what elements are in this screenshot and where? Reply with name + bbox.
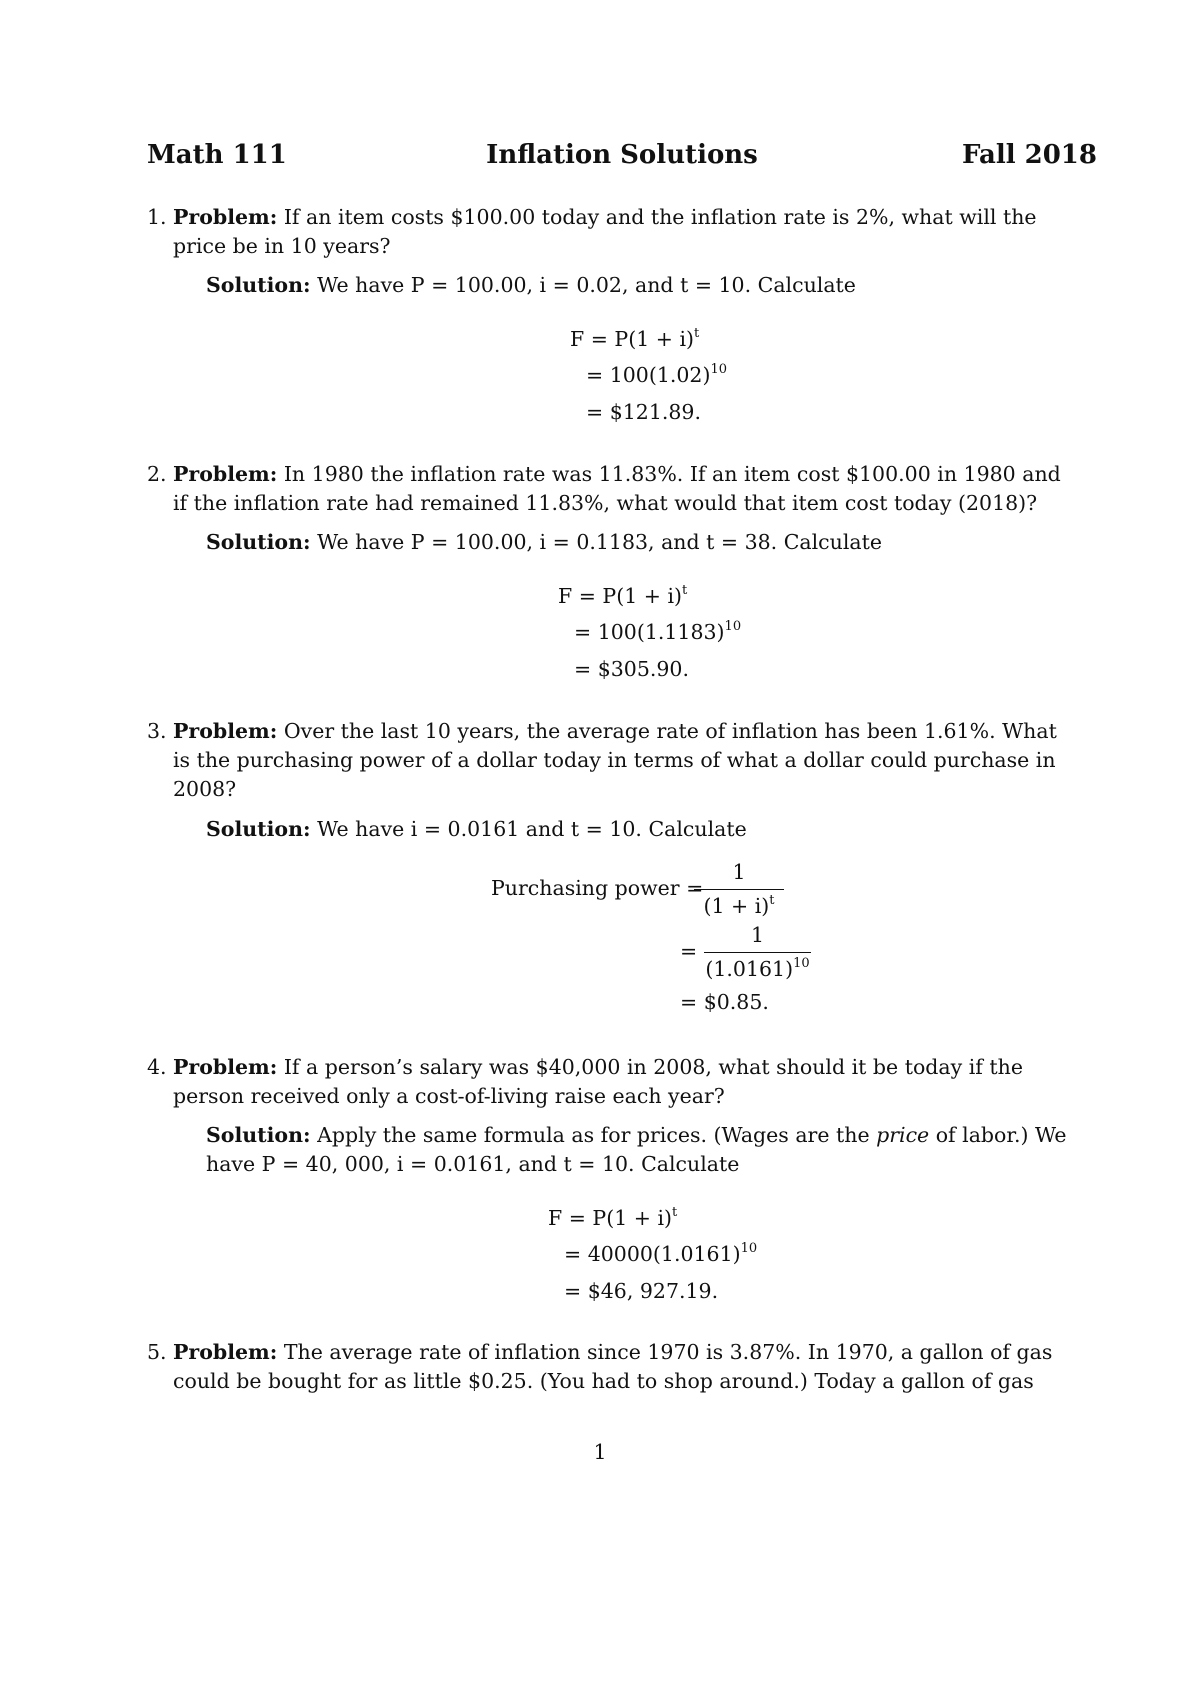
problem-number: 5. xyxy=(147,1340,167,1364)
problem-number: 3. xyxy=(147,719,167,743)
equation-line: = 40000(1.0161) xyxy=(564,1242,741,1266)
equation-result: = $0.85. xyxy=(680,990,769,1014)
fraction: 1 $(1.0161)^{10}$ xyxy=(705,923,810,981)
problem-text: if the inflation rate had remained 11.83%, what would that item cost today (2018)? xyxy=(173,491,1038,515)
equation-line: F = P(1 + i) xyxy=(570,327,695,351)
problem-1 xyxy=(147,203,1097,261)
document-title: Inflation Solutions xyxy=(486,140,758,170)
solution-text: of labor.) We xyxy=(929,1123,1067,1147)
problem-4 xyxy=(147,1053,1097,1111)
equation-line: = $305.90. xyxy=(574,657,689,681)
solution-4 xyxy=(206,1121,1097,1179)
fraction-numerator: 1 xyxy=(732,860,746,884)
problem-text: 2008? xyxy=(173,777,237,801)
page-header xyxy=(147,140,1097,180)
fraction: 1 $(1 + i)^t$ xyxy=(694,858,784,921)
problem-text: The average rate of inflation since 1970 is 3.87%. In 1970, a gallon of gas xyxy=(277,1340,1053,1364)
problem-text: price be in 10 years? xyxy=(173,234,391,258)
problem-label: Problem: xyxy=(173,1055,278,1079)
problem-label: Problem: xyxy=(173,1340,278,1364)
solution-text: We have i = 0.0161 and t = 10. Calculate xyxy=(310,817,747,841)
fraction-denominator: (1 + i) xyxy=(703,894,770,918)
solution-label: Solution: xyxy=(206,817,311,841)
problem-text: could be bought for as little $0.25. (You had to shop around.) Today a gallon of gas xyxy=(173,1369,1034,1393)
equation-line: = 100(1.02) xyxy=(586,363,711,387)
problem-number: 1. xyxy=(147,205,167,229)
solution-3 xyxy=(206,815,1097,844)
document-page: Math 111 Inflation Solutions Fall 2018 1. Problem: If an item costs $100.00 today and the inflation rate is 2%, what will the price be in 10 years? Solution: We have P = 100.00, i = 0.02, and t = 10. Calculate $F = P(1 + i)^t$ = $100(1.02)^{10}$ = $121.89. 2. Problem: In 1980 the inflation rate was 11.83%. If an item cost $100.00 in 1980 and if the inflation rate had remained 11.83%, what would that item cost today (2018)? Solution: We have P = 100.00, i = 0.1183, and t = 38. Calculate $F = P(1 + i)^t$ = $100(1.1183)^{10}$ = $305.90. 3. Problem: Over the last 10 years, the average rate of inflation has been 1.61%. What is the purchasing power of a dollar today in terms of what a dollar could purchase in 2008? Solution: We have i = 0.0161 and t = 10. Calculate Purchasing power = 1 $(1 + i)^t$ = 1 $(1.0161)^{10}$ = $0.85. 4. Problem: If a person’s salary was $40,000 in 2008, what should it be today if the person received only a cost-of-living raise each year? Solution: Apply the same formula as for prices. (Wages are the price of labor.) We have P = 40, 000, i = 0.0161, and t = 10. Calculate $F = P(1 + i)^t$ = $40000(1.0161)^{10}$ = $46, 927.19. 5. Problem: The average rate of inflation since 1970 is 3.87%. In 1970, a gallon of gas could be bought for as little $0.25. (You had to shop around.) Today a gallon of gas 1 xyxy=(0,0,1200,1696)
problem-2 xyxy=(147,460,1097,518)
problem-text: In 1980 the inflation rate was 11.83%. If an item cost $100.00 in 1980 and xyxy=(277,462,1061,486)
solution-label: Solution: xyxy=(206,273,311,297)
problem-label: Problem: xyxy=(173,205,278,229)
solution-text: have P = 40, 000, i = 0.0161, and t = 10. Calculate xyxy=(206,1152,740,1176)
equals-sign: = xyxy=(680,939,698,963)
fraction-bar xyxy=(694,889,784,890)
equation-line: = $121.89. xyxy=(586,400,701,424)
equation-line: = $46, 927.19. xyxy=(564,1279,719,1303)
term-label: Fall 2018 xyxy=(961,140,1097,170)
solution-text: We have P = 100.00, i = 0.02, and t = 10. Calculate xyxy=(310,273,856,297)
problem-5 xyxy=(147,1338,1097,1396)
emphasis-text: price xyxy=(876,1123,930,1147)
problem-number: 4. xyxy=(147,1055,167,1079)
problem-text: is the purchasing power of a dollar today in terms of what a dollar could purchase in xyxy=(173,748,1056,772)
problem-3 xyxy=(147,717,1097,804)
solution-label: Solution: xyxy=(206,1123,311,1147)
solution-2 xyxy=(206,528,1097,557)
problem-number: 2. xyxy=(147,462,167,486)
equation-line: = 100(1.1183) xyxy=(574,620,725,644)
course-name: Math 111 xyxy=(147,140,287,170)
equation-line: F = P(1 + i) xyxy=(558,584,683,608)
solution-label: Solution: xyxy=(206,530,311,554)
fraction-numerator: 1 xyxy=(750,923,765,947)
purchasing-power-label: Purchasing power = xyxy=(491,876,704,900)
problem-text: If a person’s salary was $40,000 in 2008, what should it be today if the xyxy=(277,1055,1023,1079)
solution-1 xyxy=(206,271,1097,300)
problem-label: Problem: xyxy=(173,719,278,743)
equation-line: F = P(1 + i) xyxy=(548,1206,673,1230)
solution-text: We have P = 100.00, i = 0.1183, and t = 38. Calculate xyxy=(310,530,883,554)
problem-text: If an item costs $100.00 today and the inflation rate is 2%, what will the xyxy=(277,205,1037,229)
problem-text: Over the last 10 years, the average rate of inflation has been 1.61%. What xyxy=(277,719,1057,743)
fraction-denominator: (1.0161) xyxy=(705,957,794,981)
problem-label: Problem: xyxy=(173,462,278,486)
fraction-bar xyxy=(704,952,811,953)
solution-text: Apply the same formula as for prices. (Wages are the xyxy=(310,1123,877,1147)
problem-text: person received only a cost-of-living raise each year? xyxy=(173,1084,725,1108)
page-number: 1 xyxy=(593,1440,607,1464)
